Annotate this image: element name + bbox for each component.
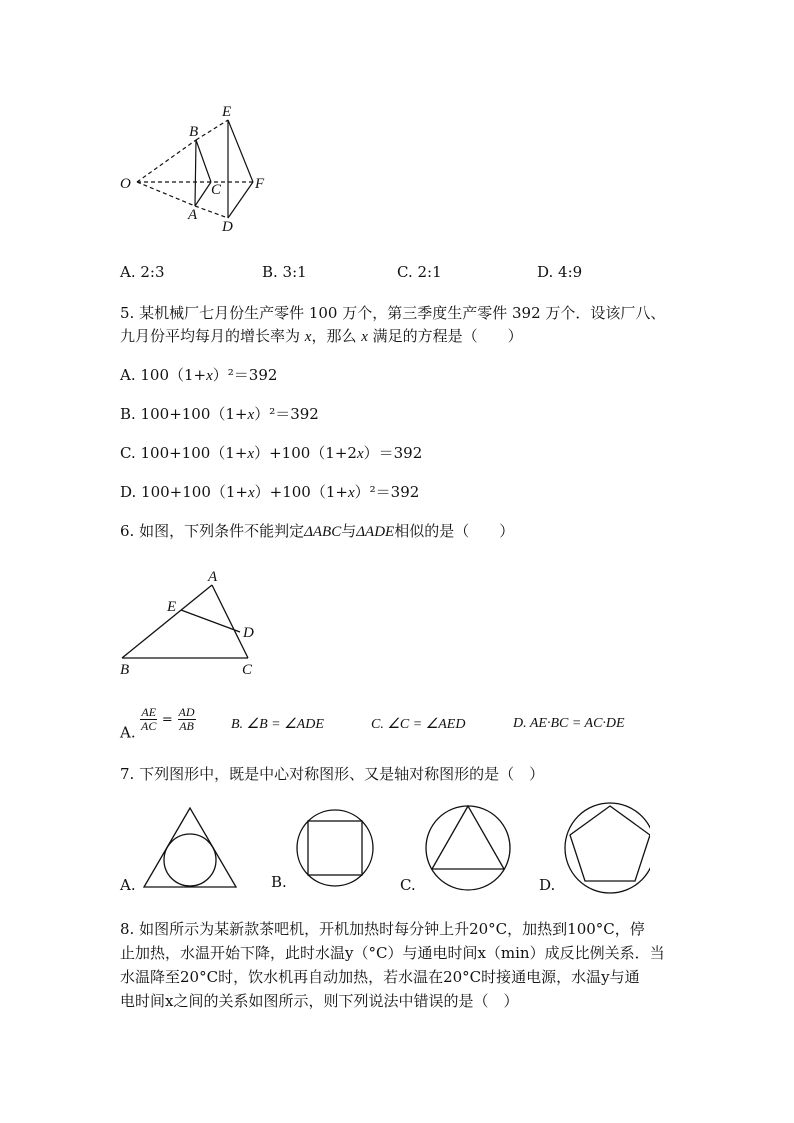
q4-label-e: E [222, 104, 232, 120]
q6-option-a: A. $\frac{AE}{AC}$ = $\frac{AD}{AB}$ [120, 705, 195, 742]
q6-label-c: C [242, 662, 253, 678]
q8-stem-line4: 电时间x之间的关系如图所示，则下列说法中错误的是（ ） [120, 992, 519, 1010]
q5-option-c: C. 100+100（1+x）+100（1+2x）＝392 [120, 444, 423, 462]
q7-label-a: A. [120, 876, 136, 894]
q6-option-b: B. ∠B = ∠ADE [231, 717, 324, 732]
q6-label-b: B [120, 662, 130, 678]
q7-stem: 7. 下列图形中，既是中心对称图形、又是轴对称图形的是（ ） [120, 765, 545, 783]
q4-figure [110, 100, 280, 235]
q4-label-d: D [222, 219, 233, 235]
q6-label-e: E [167, 599, 177, 615]
q6-option-a-frac2: $\frac{AD}{AB}$ [178, 705, 195, 733]
q6-option-c: C. ∠C = ∠AED [371, 717, 466, 732]
q6-stem: 6. 如图，下列条件不能判定ΔABC与ΔADE相似的是（ ） [120, 522, 515, 540]
q5-option-d: D. 100+100（1+x）+100（1+x）²＝392 [120, 483, 420, 501]
q6-label-d: D [243, 625, 254, 641]
q4-label-o: O [120, 176, 131, 192]
q4-label-b: B [189, 124, 199, 140]
q6-figure [112, 565, 272, 680]
q7-figures [110, 798, 650, 898]
q6-option-a-frac1: $\frac{AE}{AC}$ [141, 705, 157, 733]
q8-stem-line1: 8. 如图所示为某新款茶吧机，开机加热时每分钟上升20°C，加热到100°C，停 [120, 920, 645, 938]
q5-option-a: A. 100（1+x）²＝392 [120, 366, 278, 384]
q4-label-f: F [255, 176, 265, 192]
q4-label-c: C [211, 182, 222, 198]
q7-label-d: D. [539, 876, 556, 894]
q7-label-b: B. [271, 873, 287, 891]
q7-label-c: C. [400, 876, 416, 894]
q6-label-a: A [208, 569, 218, 585]
q8-stem-line3: 水温降至20°C时，饮水机再自动加热，若水温在20°C时接通电源，水温y与通 [120, 968, 640, 986]
q5-option-b: B. 100+100（1+x）²＝392 [120, 405, 319, 423]
q5-stem-line2: 九月份平均每月的增长率为 x，那么 x 满足的方程是（ ） [120, 327, 523, 345]
q5-stem-line1: 5. 某机械厂七月份生产零件 100 万个，第三季度生产零件 392 万个．设该厂八、 [120, 304, 666, 322]
q8-stem-line2: 止加热，水温开始下降，此时水温y（°C）与通电时间x（min）成反比例关系．当 [120, 944, 665, 962]
q4-label-a: A [188, 207, 198, 223]
q6-option-d: D. AE·BC = AC·DE [513, 716, 625, 731]
q4-option-b: B. 3:1 [262, 263, 307, 281]
q4-option-d: D. 4:9 [537, 263, 583, 281]
q4-option-c: C. 2:1 [397, 263, 442, 281]
q4-option-a: A. 2:3 [120, 263, 165, 281]
